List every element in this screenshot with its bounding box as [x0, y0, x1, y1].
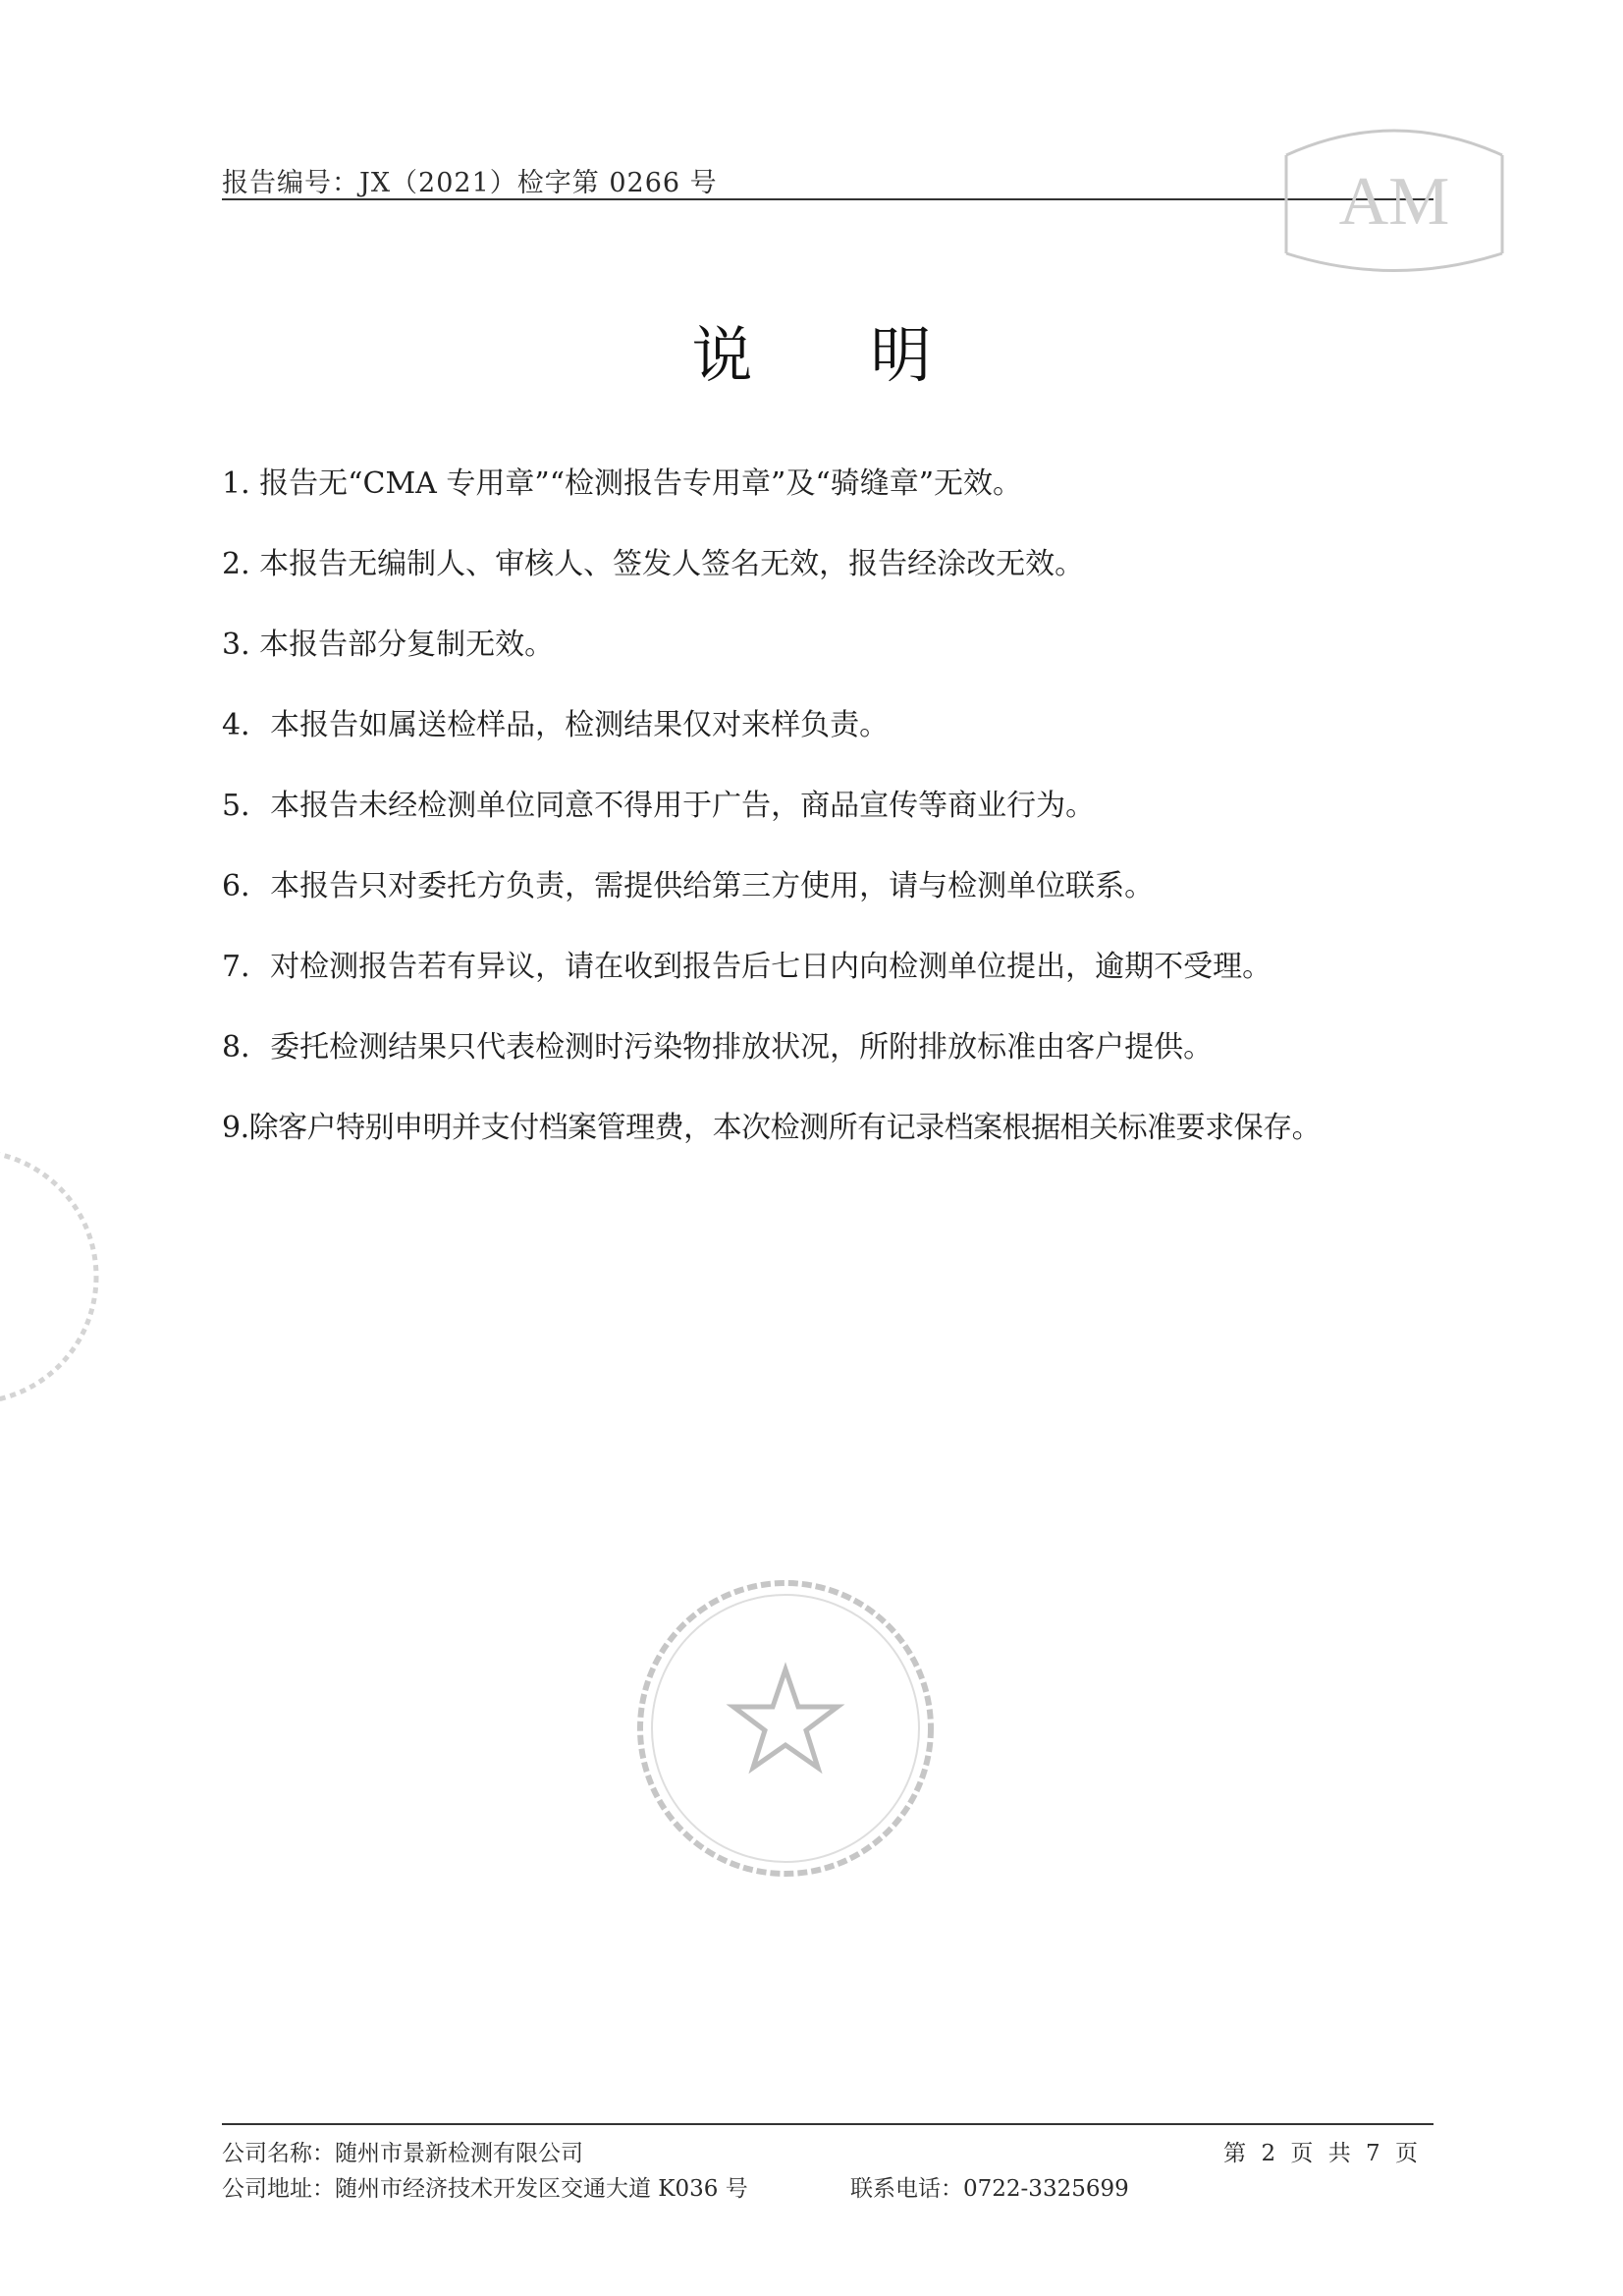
- stamp-logo-text: AM: [1338, 164, 1450, 240]
- note-item: 9.除客户特别申明并支付档案管理费，本次检测所有记录档案根据相关标准要求保存。: [222, 1111, 1322, 1145]
- page-title: 说明: [691, 319, 1050, 391]
- header-rule: [222, 198, 1434, 200]
- note-item: 6．本报告只对委托方负责，需提供给第三方使用，请与检测单位联系。: [222, 869, 1155, 903]
- note-item: 7．对检测报告若有异议，请在收到报告后七日内向检测单位提出，逾期不受理。: [222, 950, 1272, 984]
- official-stamp: [628, 1571, 943, 1886]
- company-name: 公司名称：随州市景新检测有限公司: [222, 2141, 583, 2166]
- report-number: 报告编号：JX（2021）检字第 0266 号: [222, 168, 718, 198]
- note-item: 8．委托检测结果只代表检测时污染物排放状况，所附排放标准由客户提供。: [222, 1030, 1214, 1065]
- cma-stamp: [1267, 116, 1522, 293]
- page-number: 第 2 页 共 7 页: [1223, 2141, 1422, 2166]
- note-item: 3. 本报告部分复制无效。: [222, 628, 555, 662]
- phone: 联系电话：0722-3325699: [850, 2176, 1129, 2202]
- footer-rule: [222, 2123, 1434, 2125]
- note-item: 4．本报告如属送检样品，检测结果仅对来样负责。: [222, 708, 890, 742]
- note-item: 2. 本报告无编制人、审核人、签发人签名无效，报告经涂改无效。: [222, 547, 1085, 581]
- note-item: 1. 报告无“CMA 专用章”“检测报告专用章”及“骑缝章”无效。: [222, 466, 1023, 501]
- note-item: 5．本报告未经检测单位同意不得用于广告，商品宣传等商业行为。: [222, 789, 1096, 823]
- seam-stamp: [0, 1139, 108, 1414]
- star-icon: [733, 1669, 838, 1768]
- notes-list: [222, 460, 1449, 1184]
- company-address: 公司地址：随州市经济技术开发区交通大道 K036 号: [222, 2176, 748, 2202]
